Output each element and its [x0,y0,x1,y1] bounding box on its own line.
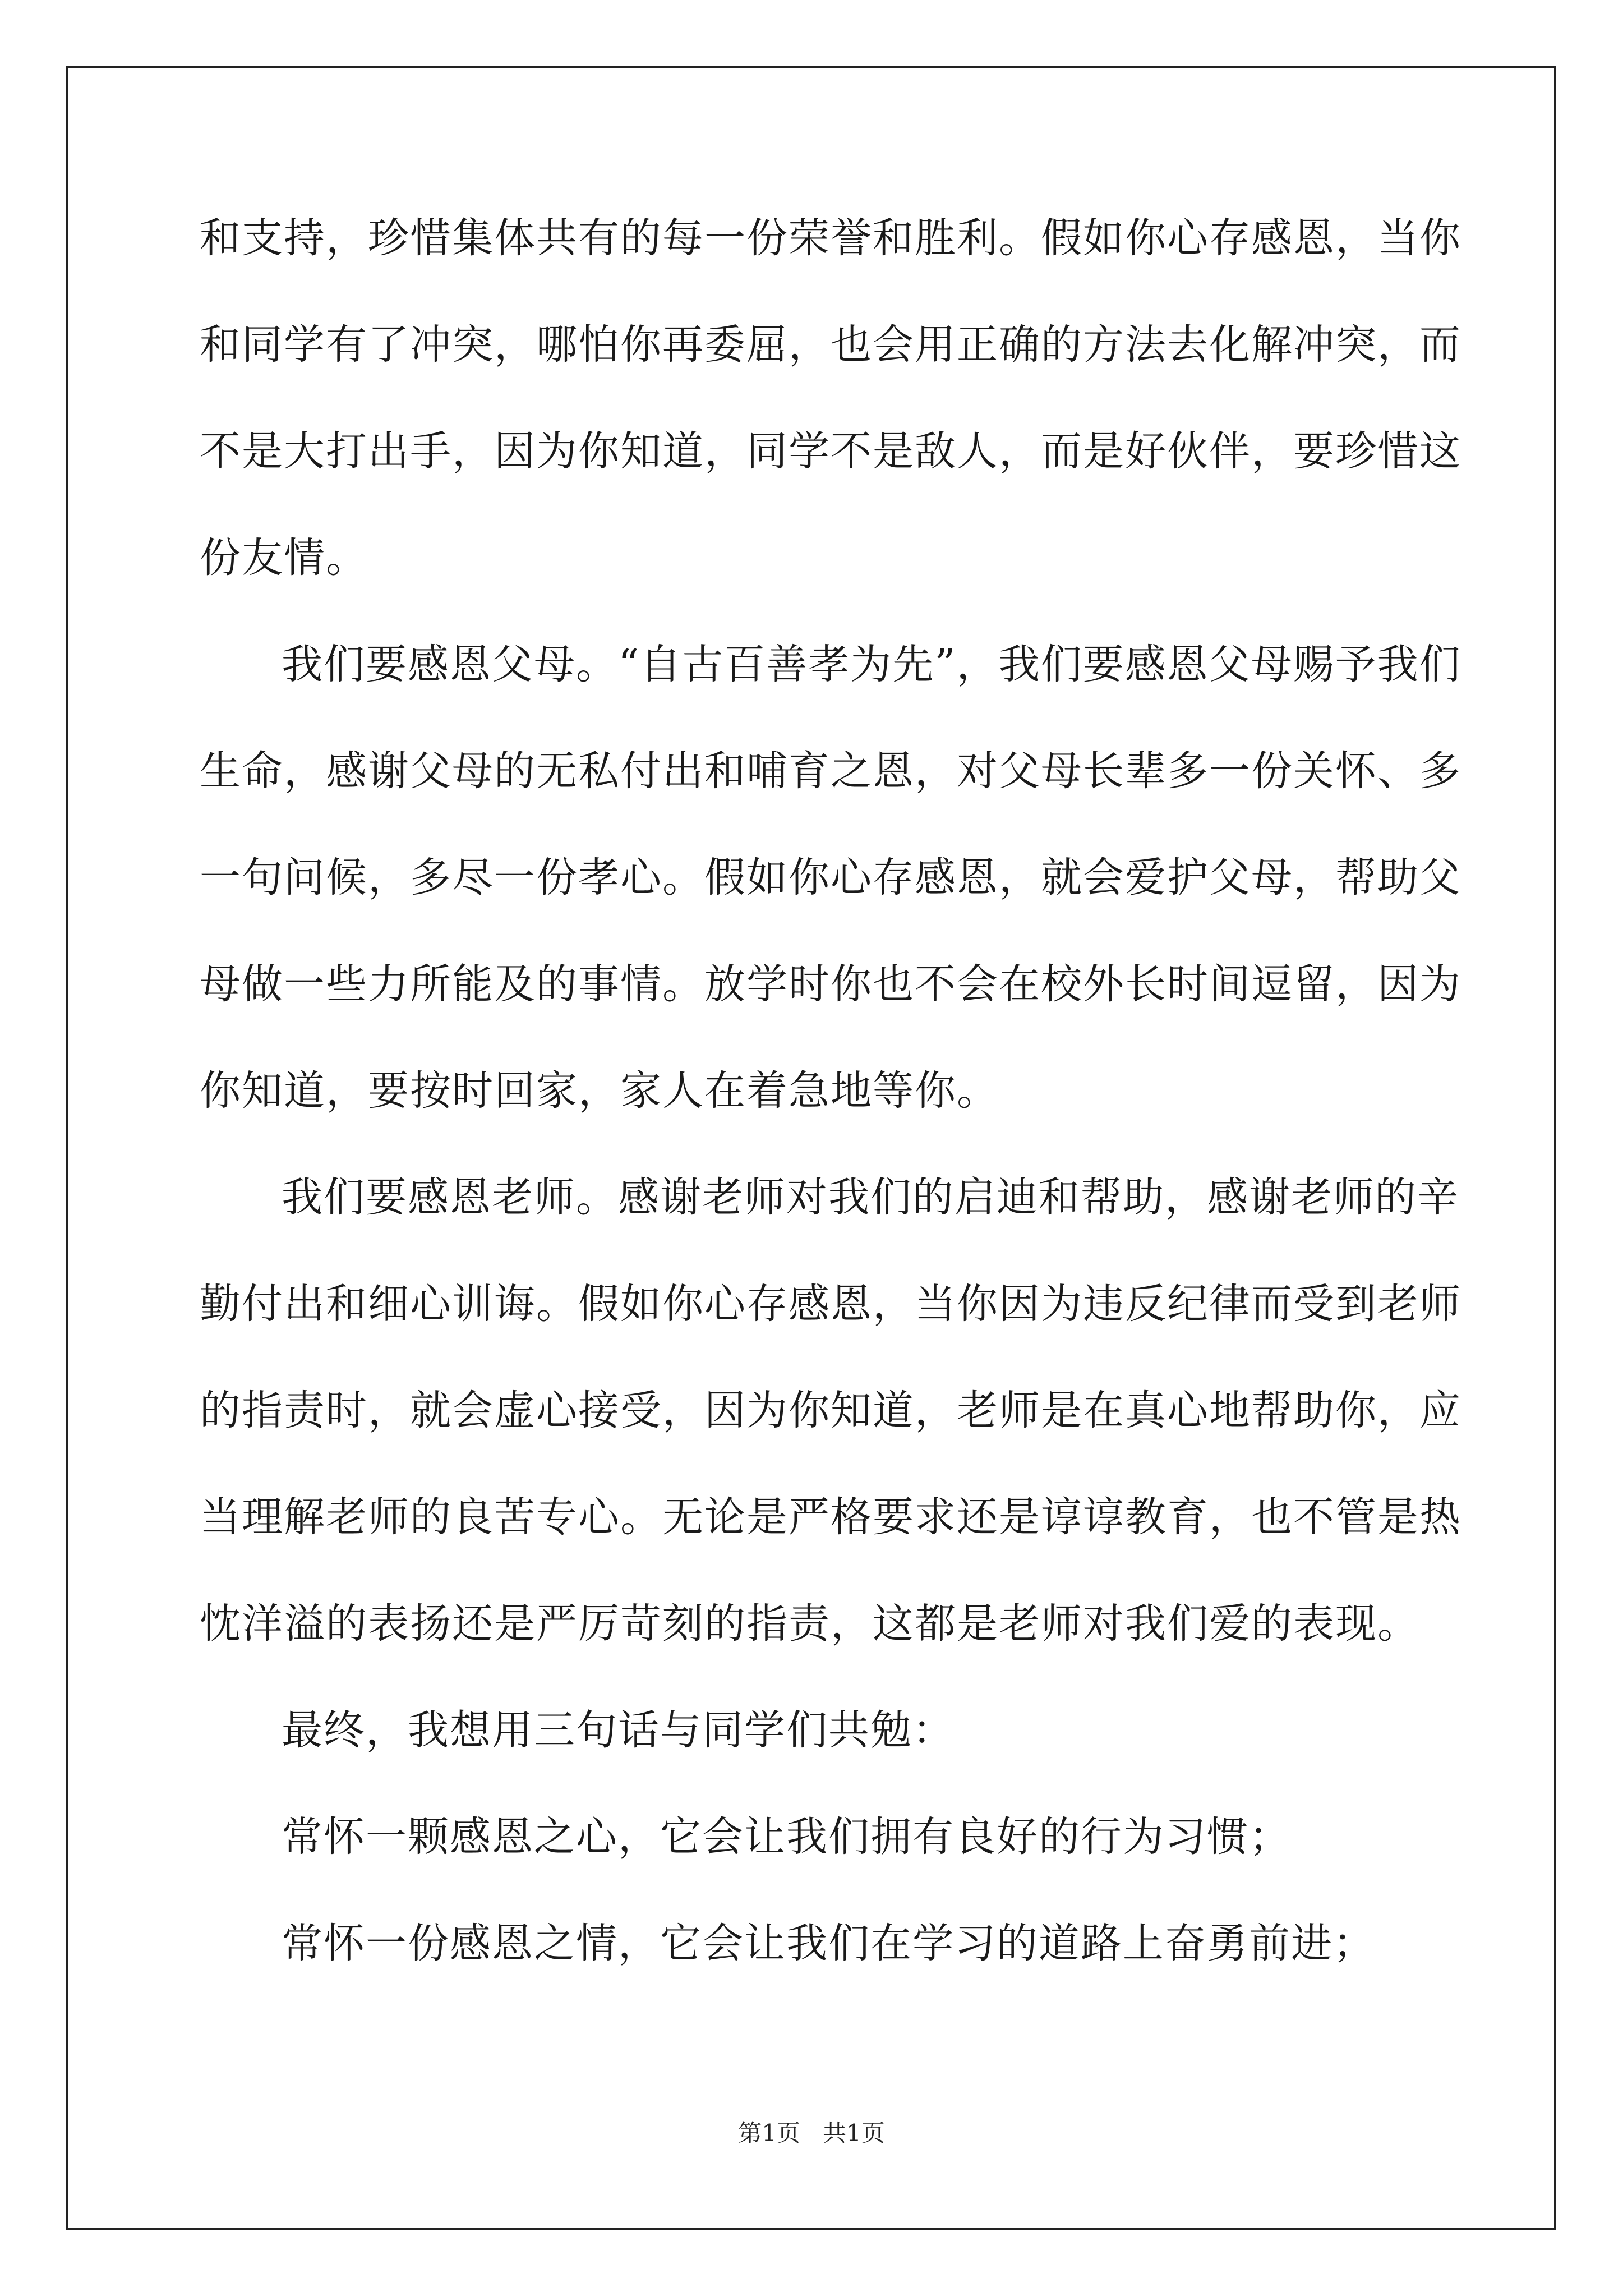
paragraph-start-line: 常怀一份感恩之情，它会让我们在学习的道路上奋勇前进； [282,1920,1375,1967]
text-line: 生命，感谢父母的无私付出和哺育之恩，对父母长辈多一份关怀、多 [200,747,1461,795]
text-line: 和支持，珍惜集体共有的每一份荣誉和胜利。假如你心存感恩，当你 [200,214,1461,262]
text-line: 忱洋溢的表扬还是严厉苛刻的指责，这都是老师对我们爱的表现。 [200,1600,1419,1648]
paragraph-start-line: 我们要感恩父母。“自古百善孝为先”，我们要感恩父母赐予我们 [282,641,1461,688]
text-line: 勤付出和细心训诲。假如你心存感恩，当你因为违反纪律而受到老师 [200,1280,1461,1328]
text-line: 母做一些力所能及的事情。放学时你也不会在校外长时间逗留，因为 [200,960,1461,1008]
text-line: 一句问候，多尽一份孝心。假如你心存感恩，就会爱护父母，帮助父 [200,854,1461,901]
paragraph-start-line: 常怀一颗感恩之心，它会让我们拥有良好的行为习惯； [282,1813,1291,1861]
text-line: 的指责时，就会虚心接受，因为你知道，老师是在真心地帮助你，应 [200,1387,1461,1434]
page-number-current: 第1页 [738,2119,800,2147]
paragraph-start-line: 我们要感恩老师。感谢老师对我们的启迪和帮助，感谢老师的辛 [282,1174,1459,1221]
page-number-total: 共1页 [823,2119,885,2147]
paragraph-start-line: 最终，我想用三句话与同学们共勉： [282,1706,955,1754]
page-footer [0,2115,1623,2148]
text-line: 份友情。 [200,534,368,582]
text-line: 不是大打出手，因为你知道，同学不是敌人，而是好伙伴，要珍惜这 [200,427,1461,475]
text-line: 你知道，要按时回家，家人在着急地等你。 [200,1067,999,1115]
text-line: 和同学有了冲突，哪怕你再委屈，也会用正确的方法去化解冲突，而 [200,321,1461,369]
text-line: 当理解老师的良苦专心。无论是严格要求还是谆谆教育，也不管是热 [200,1493,1461,1541]
document-body [200,205,1461,2017]
